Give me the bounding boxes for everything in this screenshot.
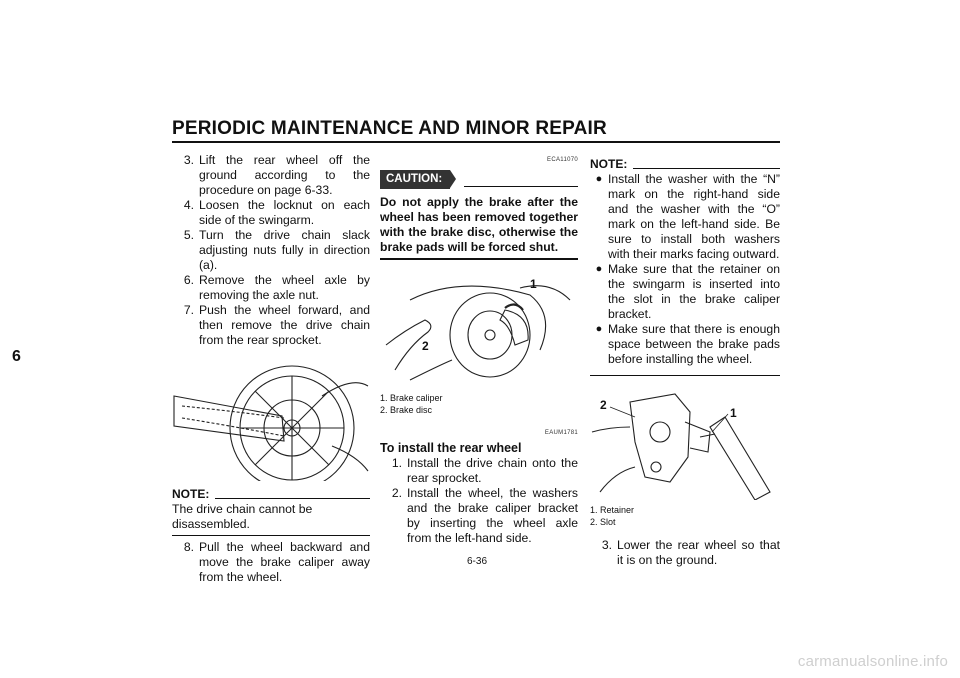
page-title: PERIODIC MAINTENANCE AND MINOR REPAIR <box>172 118 607 139</box>
step-text: Pull the wheel backward and move the brake caliper away from the wheel. <box>199 540 370 584</box>
note-end-rule <box>172 535 370 536</box>
note-text: The drive chain cannot be disassembled. <box>172 502 313 531</box>
note-heading <box>590 157 780 172</box>
retainer-slot-illustration <box>590 382 780 500</box>
note-end-rule <box>590 375 780 376</box>
install-step-3 <box>590 538 780 568</box>
step-number: 6. <box>183 273 194 287</box>
note-bullet <box>590 262 780 322</box>
step-4 <box>172 198 370 228</box>
caution-end-rule <box>380 258 578 260</box>
reference-code: EAUM1781 <box>544 430 578 436</box>
step-text: Lift the rear wheel off the ground according to the procedure on page 6-33. <box>199 153 370 197</box>
callout-1: 1 <box>730 406 737 420</box>
column-2 <box>380 153 578 546</box>
step-3 <box>172 153 370 198</box>
note-bullet <box>590 322 780 367</box>
bullet-icon: ● <box>595 173 603 185</box>
install-step-1 <box>380 456 578 486</box>
bullet-text: Install the washer with the “N” mark on the right-hand side and the washer with the “O” mark on the left-hand side. Be sure to install both washers with their marks facing outward. <box>608 172 780 261</box>
callout-2: 2 <box>600 398 607 412</box>
step-number: 7. <box>183 303 194 317</box>
page-number: 6-36 <box>467 556 488 567</box>
drive-chain-illustration <box>172 356 370 481</box>
bullet-icon: ● <box>595 263 603 275</box>
step-number: 4. <box>183 198 194 212</box>
note-heading <box>172 487 370 502</box>
step-number: 2. <box>391 486 402 500</box>
caution-text: Do not apply the brake after the wheel has been removed together with the brake disc, otherwise the brake pads will be forced shut. <box>380 195 578 254</box>
step-text: Install the wheel, the washers and the brake caliper bracket by inserting the wheel axle from the left-hand side. <box>407 486 578 545</box>
step-7 <box>172 303 370 348</box>
step-8 <box>172 540 370 585</box>
note-label: NOTE: <box>590 157 628 171</box>
step-text: Remove the wheel axle by removing the axle nut. <box>199 273 370 302</box>
callout-1: 1 <box>530 277 537 291</box>
step-number: 5. <box>183 228 194 242</box>
step-number: 3. <box>601 538 612 552</box>
step-text: Lower the rear wheel so that it is on the ground. <box>617 538 780 567</box>
column-1 <box>172 153 370 585</box>
bullet-text: Make sure that the retainer on the swingarm is inserted into the slot in the brake caliper bracket. <box>608 262 780 321</box>
figure-retainer-slot <box>590 382 780 500</box>
caution-line <box>464 186 578 187</box>
caution-badge: CAUTION: <box>380 170 450 189</box>
bullet-icon: ● <box>595 323 603 335</box>
brake-caliper-illustration <box>380 270 578 388</box>
section-heading: To install the rear wheel <box>380 441 522 455</box>
step-number: 3. <box>183 153 194 167</box>
step-number: 1. <box>391 456 402 470</box>
step-text: Install the drive chain onto the rear sprocket. <box>407 456 578 485</box>
chapter-tab: 6 <box>12 348 21 365</box>
callout-2: 2 <box>422 339 429 353</box>
figure-captions <box>590 504 780 528</box>
install-step-2 <box>380 486 578 546</box>
caption-2: 2. Slot <box>590 517 616 527</box>
caution-heading <box>380 170 578 189</box>
step-5 <box>172 228 370 273</box>
step-number: 8. <box>183 540 194 554</box>
footer-watermark[interactable]: carmanualsonline.info <box>797 653 948 670</box>
note-label: NOTE: <box>172 487 210 501</box>
header-rule <box>172 141 780 143</box>
caption-2: 2. Brake disc <box>380 405 433 415</box>
note-bullet <box>590 172 780 262</box>
reference-code: ECA11070 <box>547 157 578 163</box>
column-3 <box>590 153 780 568</box>
note-line <box>633 168 780 169</box>
bullet-text: Make sure that there is enough space between the brake pads before installing the wheel. <box>608 322 780 366</box>
caption-1: 1. Brake caliper <box>380 393 443 403</box>
figure-captions <box>380 392 578 416</box>
note-line <box>215 498 370 499</box>
step-text: Turn the drive chain slack adjusting nuts fully in direction (a). <box>199 228 370 272</box>
caption-1: 1. Retainer <box>590 505 635 515</box>
step-6 <box>172 273 370 303</box>
step-text: Push the wheel forward, and then remove the drive chain from the rear sprocket. <box>199 303 370 347</box>
figure-drive-chain <box>172 356 370 481</box>
step-text: Loosen the locknut on each side of the swingarm. <box>199 198 370 227</box>
figure-brake-caliper <box>380 270 578 388</box>
